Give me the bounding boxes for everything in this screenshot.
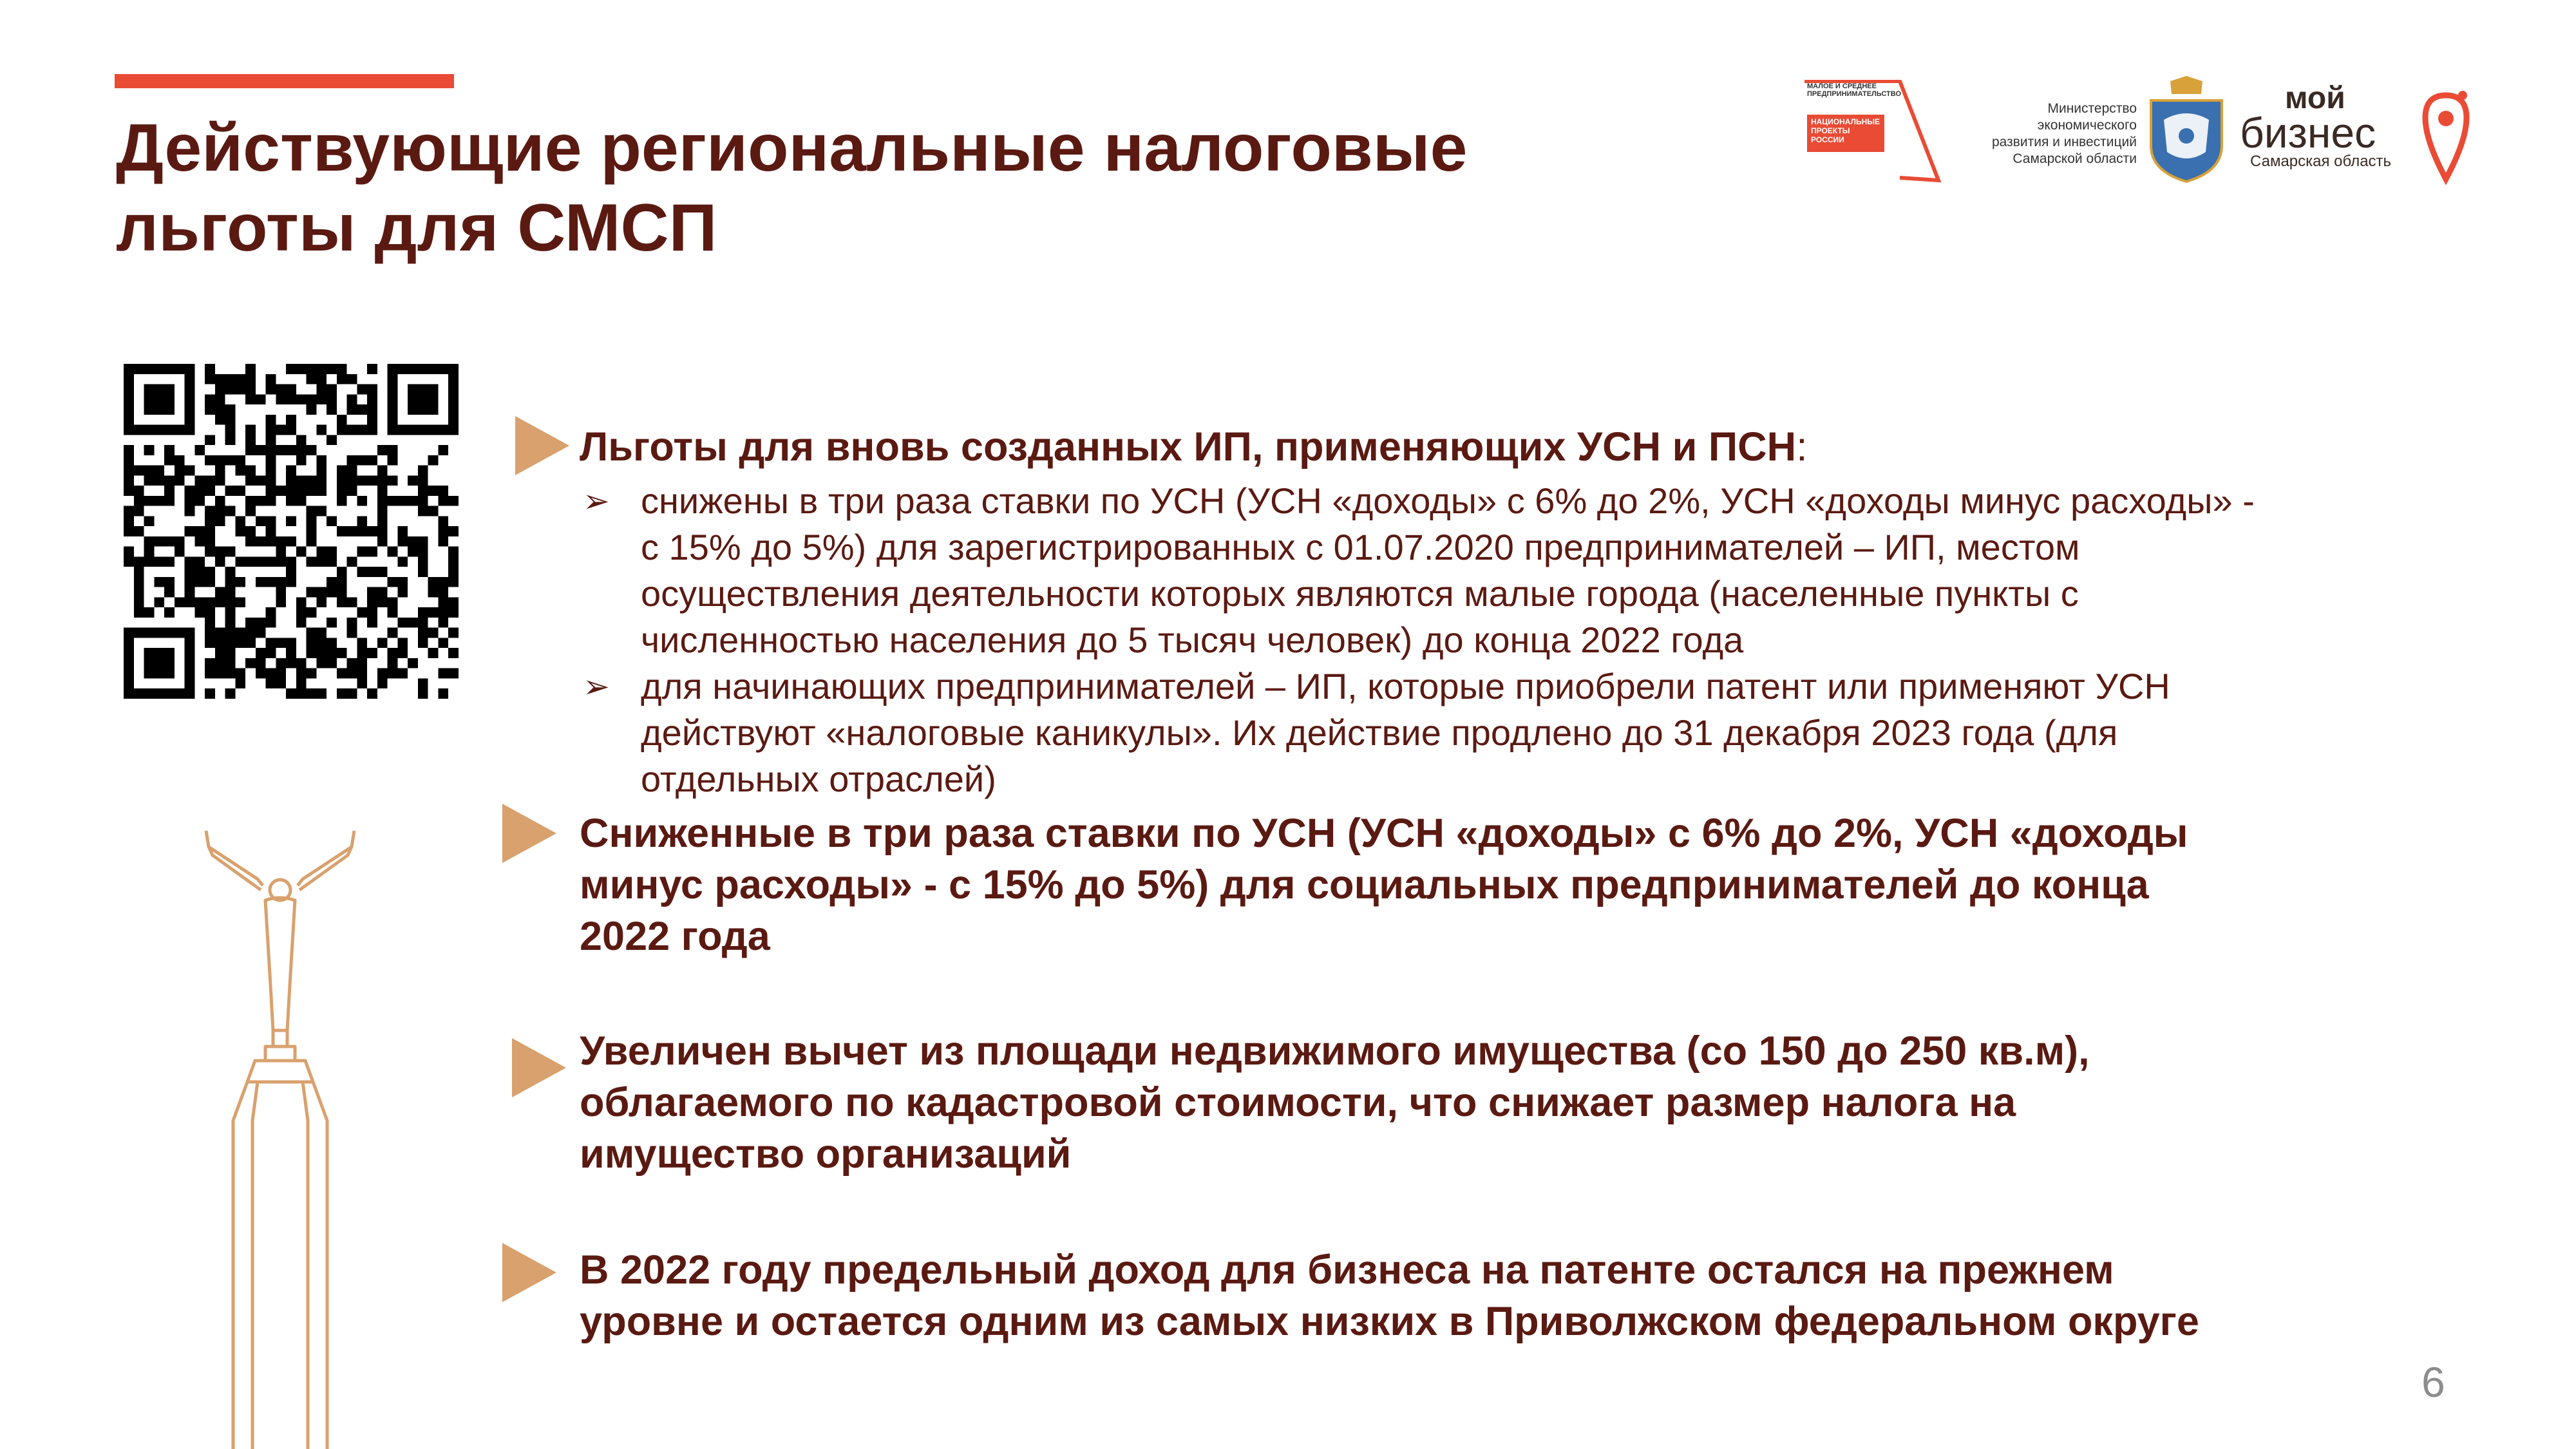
chevron-bullet-icon: ➢ [583,668,610,705]
block1-heading-text: Льготы для вновь созданных ИП, применяющих УСН и ПСН [580,424,1797,469]
np-line-2: ПРЕДПРИНИМАТЕЛЬСТВО [1807,90,1901,98]
block2-line-2: минус расходы» - с 15% до 5%) для социальных предпринимателей до конца [580,862,2149,907]
block2-line-3: 2022 года [580,914,770,959]
triangle-arrow-icon [502,1243,556,1302]
block3-text [580,1025,2318,1180]
bullet2-line-2: действуют «налоговые каникулы». Их действие продлено до 31 декабря 2023 года (для [641,712,2118,753]
bullet2-line-3: отдельных отраслей) [641,759,996,799]
biznes-word: бизнес [2240,109,2376,156]
block2-text [580,808,2318,962]
block3-line-1: Увеличен вычет из площади недвижимого имущества (со 150 до 250 кв.м), [580,1028,2090,1074]
title-line-1: Действующие региональные налоговые [116,111,1468,185]
np-red-box [1807,115,1884,152]
bullet2-line-1: для начинающих предпринимателей – ИП, которые приобрели патент или применяют УСН [641,666,2170,706]
np-line-1: МАЛОЕ И СРЕДНЕЕ [1807,82,1877,90]
block1-colon: : [1796,424,1808,469]
triangle-arrow-icon [512,1038,566,1097]
block4-line-2: уровне и остается одним из самых низких в Приволжском федеральном округе [580,1299,2199,1344]
block1-bullet-2 [641,663,2328,802]
block4-line-1: В 2022 году предельный доход для бизнеса на патенте остался на прежнем [580,1247,2114,1293]
moi-biznes-logo [2240,81,2446,171]
block1-bullet-1 [641,478,2328,663]
block3-line-2: облагаемого по кадастровой стоимости, что снижает размер налога на [580,1080,2016,1125]
bullet1-line-1: снижены в три раза ставки по УСН (УСН «доходы» с 6% до 2%, УСН «доходы минус расходы» - [641,480,2255,521]
logos-strip [1803,71,2576,193]
np-box-line-2: ПРОЕКТЫ [1811,126,1850,135]
title-line-2: льготы для СМСП [116,191,717,265]
block3-line-3: имущество организаций [580,1132,1072,1177]
bullet1-line-4: численностью населения до 5 тысяч человек) до конца 2022 года [641,620,1744,660]
location-pin-icon [2420,89,2472,185]
np-box-line-3: РОССИИ [1811,135,1844,144]
triangle-arrow-icon [502,804,556,863]
ministry-logo-text [1976,100,2137,167]
ministry-line-1: Министерство [2047,101,2137,116]
qr-code-icon[interactable] [124,364,459,699]
np-box-line-1: НАЦИОНАЛЬНЫЕ [1811,117,1880,126]
ministry-line-2: экономического [2037,118,2137,133]
page-number: 6 [2421,1358,2445,1406]
block4-text [580,1244,2318,1347]
bullet1-line-3: осуществления деятельности которых являются малые города (населенные пункты с [641,573,2079,614]
header-accent-bar [115,74,454,88]
block2-line-1: Сниженные в три раза ставки по УСН (УСН «доходы» с 6% до 2%, УСН «доходы [580,811,2188,856]
bullet1-line-2: с 15% до 5%) для зарегистрированных с 01.07.2020 предпринимателей – ИП, местом [641,527,2080,567]
block1-heading [580,421,2318,473]
national-projects-logo [1803,80,1945,183]
moi-region: Самарская область [2250,153,2392,170]
chevron-bullet-icon: ➢ [583,483,610,519]
page-title [116,108,1726,268]
samara-crest-icon [2145,75,2228,184]
ministry-line-4: Самарской области [2012,151,2137,166]
moi-word: мой [2285,81,2345,115]
ministry-line-3: развития и инвестиций [1991,135,2137,149]
monument-illustration [193,818,367,1449]
triangle-arrow-icon [515,416,569,475]
